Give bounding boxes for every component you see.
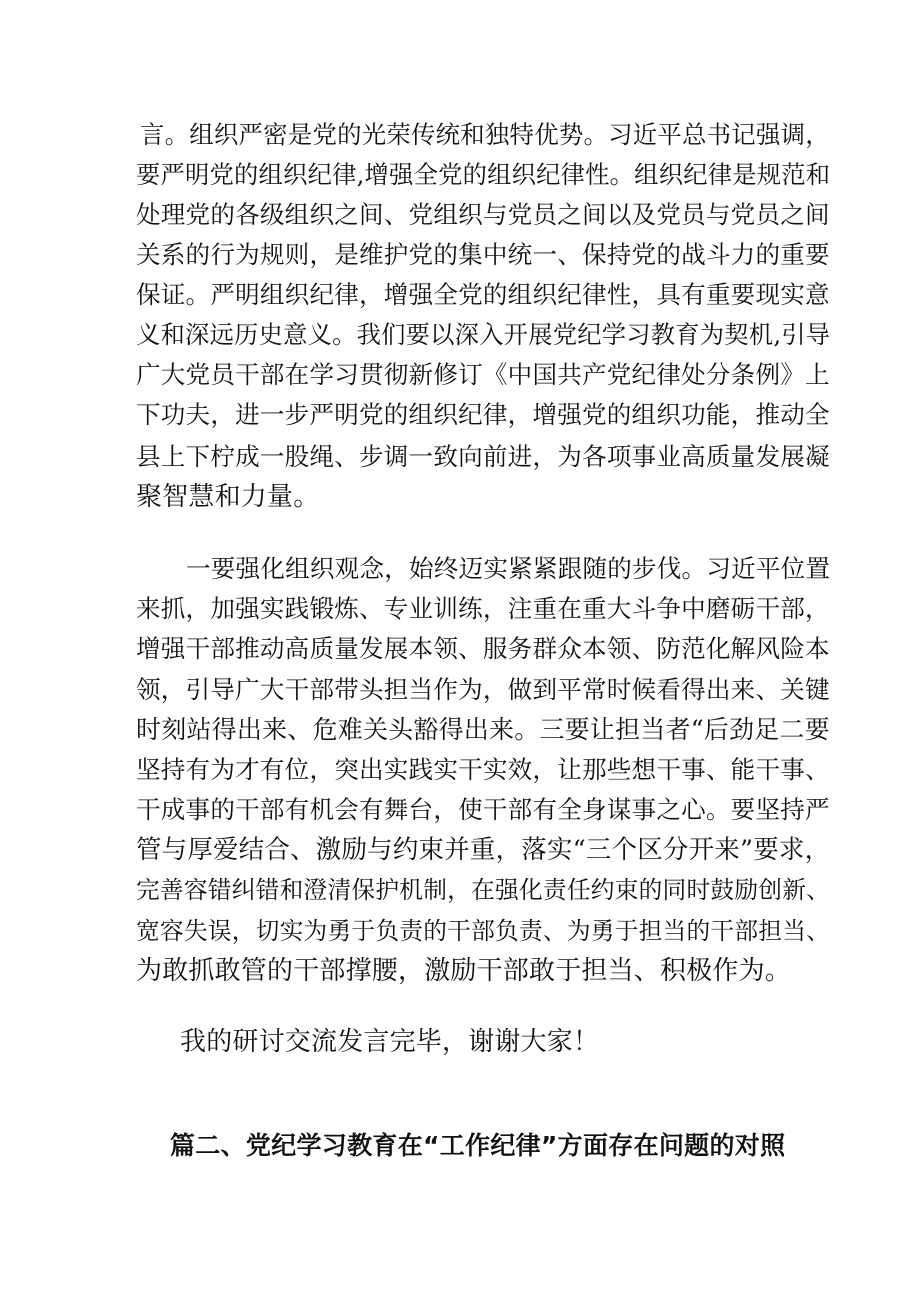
paragraph-1-line-5: 保证。严明组织纪律，增强全党的组织纪律性，具有重要现实意 bbox=[136, 280, 830, 309]
paragraph-1-line-7: 广大党员干部在学习贯彻新修订《中国共产党纪律处分条例》上 bbox=[136, 360, 830, 389]
paragraph-2-line-9: 完善容错纠错和澄清保护机制，在强化责任约束的同时鼓励创新、 bbox=[136, 876, 831, 904]
paragraph-1-line-3: 处理党的各级组织之间、党组织与党员之间以及党员与党员之间 bbox=[136, 200, 830, 229]
paragraph-1-line-6: 义和深远历史意义。我们要以深入开展党纪学习教育为契机,引导 bbox=[136, 320, 831, 349]
paragraph-2-line-5: 时刻站得出来、危难关头豁得出来。三要让担当者“后劲足二要 bbox=[136, 715, 830, 744]
paragraph-2-line-3: 增强干部推动高质量发展本领、服务群众本领、防范化解风险本 bbox=[136, 634, 830, 663]
closing-remark: 我的研讨交流发言完毕，谢谢大家！ bbox=[180, 1027, 600, 1057]
paragraph-1-line-9: 县上下柠成一股绳、步调一致向前进，为各项事业高质量发展凝 bbox=[136, 442, 830, 471]
paragraph-2-line-6: 坚持有为才有位，突出实践实干实效，让那些想干事、能干事、 bbox=[136, 755, 830, 784]
paragraph-2-line-7: 干成事的干部有机会有舞台，使干部有全身谋事之心。要坚持严 bbox=[136, 795, 830, 824]
paragraph-1-line-10: 聚智慧和力量。 bbox=[136, 482, 320, 512]
paragraph-2-line-11: 为敢抓敢管的干部撑腰，激励干部敢于担当、积极作为。 bbox=[136, 956, 792, 986]
paragraph-1-line-2: 要严明党的组织纪律,增强全党的组织纪律性。组织纪律是规范和 bbox=[136, 160, 831, 189]
paragraph-1-line-8: 下功夫，进一步严明党的组织纪律，增强党的组织功能，推动全 bbox=[136, 400, 830, 429]
paragraph-2-line-4: 领，引导广大干部带头担当作为，做到平常时候看得出来、关键 bbox=[136, 675, 830, 704]
paragraph-1-line-4: 关系的行为规则，是维护党的集中统一、保持党的战斗力的重要 bbox=[136, 240, 830, 269]
paragraph-2-line-1: 一要强化组织观念，始终迈实紧紧跟随的步伐。习近平位置 bbox=[186, 554, 831, 583]
section-heading: 篇二、党纪学习教育在“工作纪律”方面存在问题的对照 bbox=[170, 1131, 786, 1160]
paragraph-2-line-10: 宽容失误，切实为勇于负责的干部负责、为勇于担当的干部担当、 bbox=[136, 917, 831, 945]
paragraph-2-line-8: 管与厚爱结合、激励与约束并重，落实“三个区分开来”要求， bbox=[136, 835, 831, 865]
paragraph-2-line-2: 来抓，加强实践锻炼、专业训练，注重在重大斗争中磨砺干部， bbox=[136, 594, 830, 623]
paragraph-1-line-1: 言。组织严密是党的光荣传统和独特优势。习近平总书记强调， bbox=[140, 120, 830, 149]
